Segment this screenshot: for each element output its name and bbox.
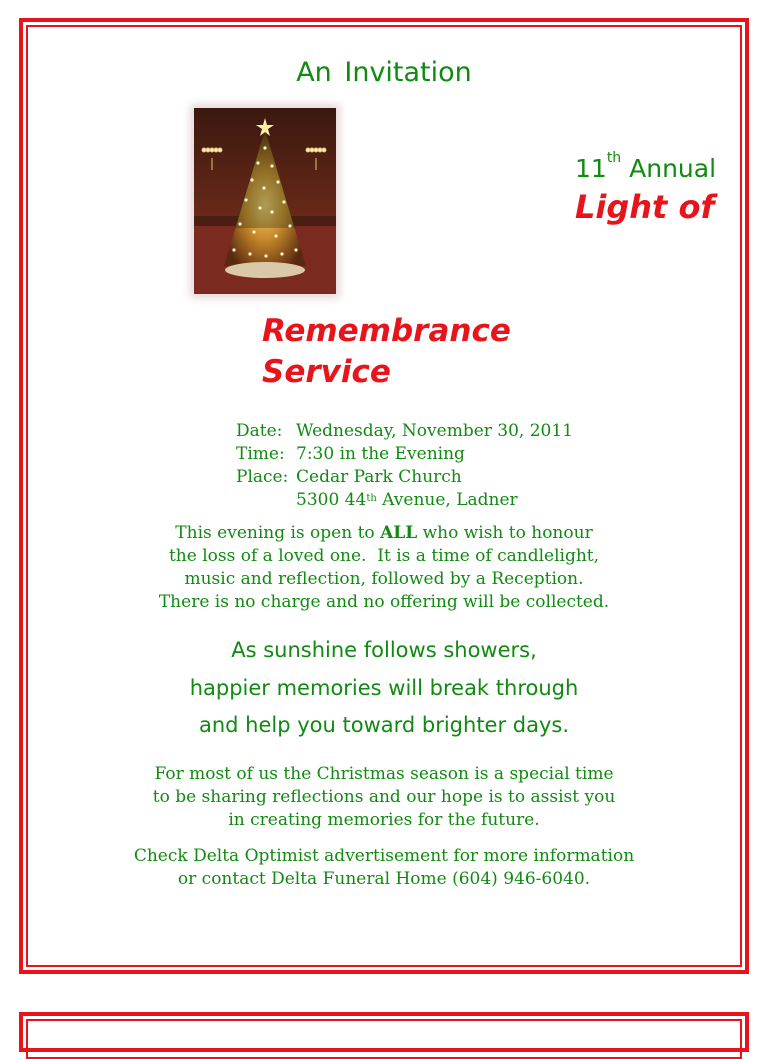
annual-word: Annual bbox=[629, 154, 717, 183]
contact-paragraph: Check Delta Optimist advertisement for more information or contact Delta Funeral Home (604) 946-6040. bbox=[133, 846, 635, 889]
place-value: Cedar Park Church bbox=[296, 467, 462, 487]
event-details bbox=[236, 420, 573, 512]
annual-heading bbox=[575, 150, 717, 183]
place-row bbox=[236, 466, 573, 489]
address-value: 5300 44th Avenue, Ladner bbox=[296, 490, 518, 510]
annual-number: 11 bbox=[575, 154, 607, 183]
annual-suffix: th bbox=[606, 150, 622, 166]
date-row bbox=[236, 420, 573, 443]
christmas-tree-photo bbox=[194, 108, 336, 294]
place-label: Place: bbox=[236, 467, 289, 487]
event-title-service: Service bbox=[262, 354, 391, 390]
event-title-remembrance: Remembrance bbox=[262, 313, 511, 349]
time-label: Time: bbox=[236, 444, 285, 464]
time-row bbox=[236, 443, 573, 466]
date-label: Date: bbox=[236, 421, 283, 441]
all-emphasis: ALL bbox=[380, 523, 418, 543]
time-value: 7:30 in the Evening bbox=[296, 444, 465, 464]
next-page-border-inner bbox=[26, 1019, 742, 1059]
christmas-season-paragraph: For most of us the Christmas season is a special time to be sharing reflections and our hope is to assist you in creating memories for the future. bbox=[152, 764, 616, 830]
event-title-part2 bbox=[262, 311, 511, 393]
event-title-part1: Light of bbox=[575, 188, 715, 226]
sunshine-quote: As sunshine follows showers, happier memories will break through and help you toward brighter days. bbox=[189, 638, 579, 737]
open-to-all-paragraph: This evening is open to ALL who wish to honour the loss of a loved one. It is a time of candlelight, music and reflection, followed by a Reception. There is no charge and no offering will be collected. bbox=[158, 523, 610, 612]
address-row bbox=[236, 489, 573, 512]
date-value: Wednesday, November 30, 2011 bbox=[296, 421, 574, 441]
invitation-title: An Invitation bbox=[296, 57, 472, 88]
